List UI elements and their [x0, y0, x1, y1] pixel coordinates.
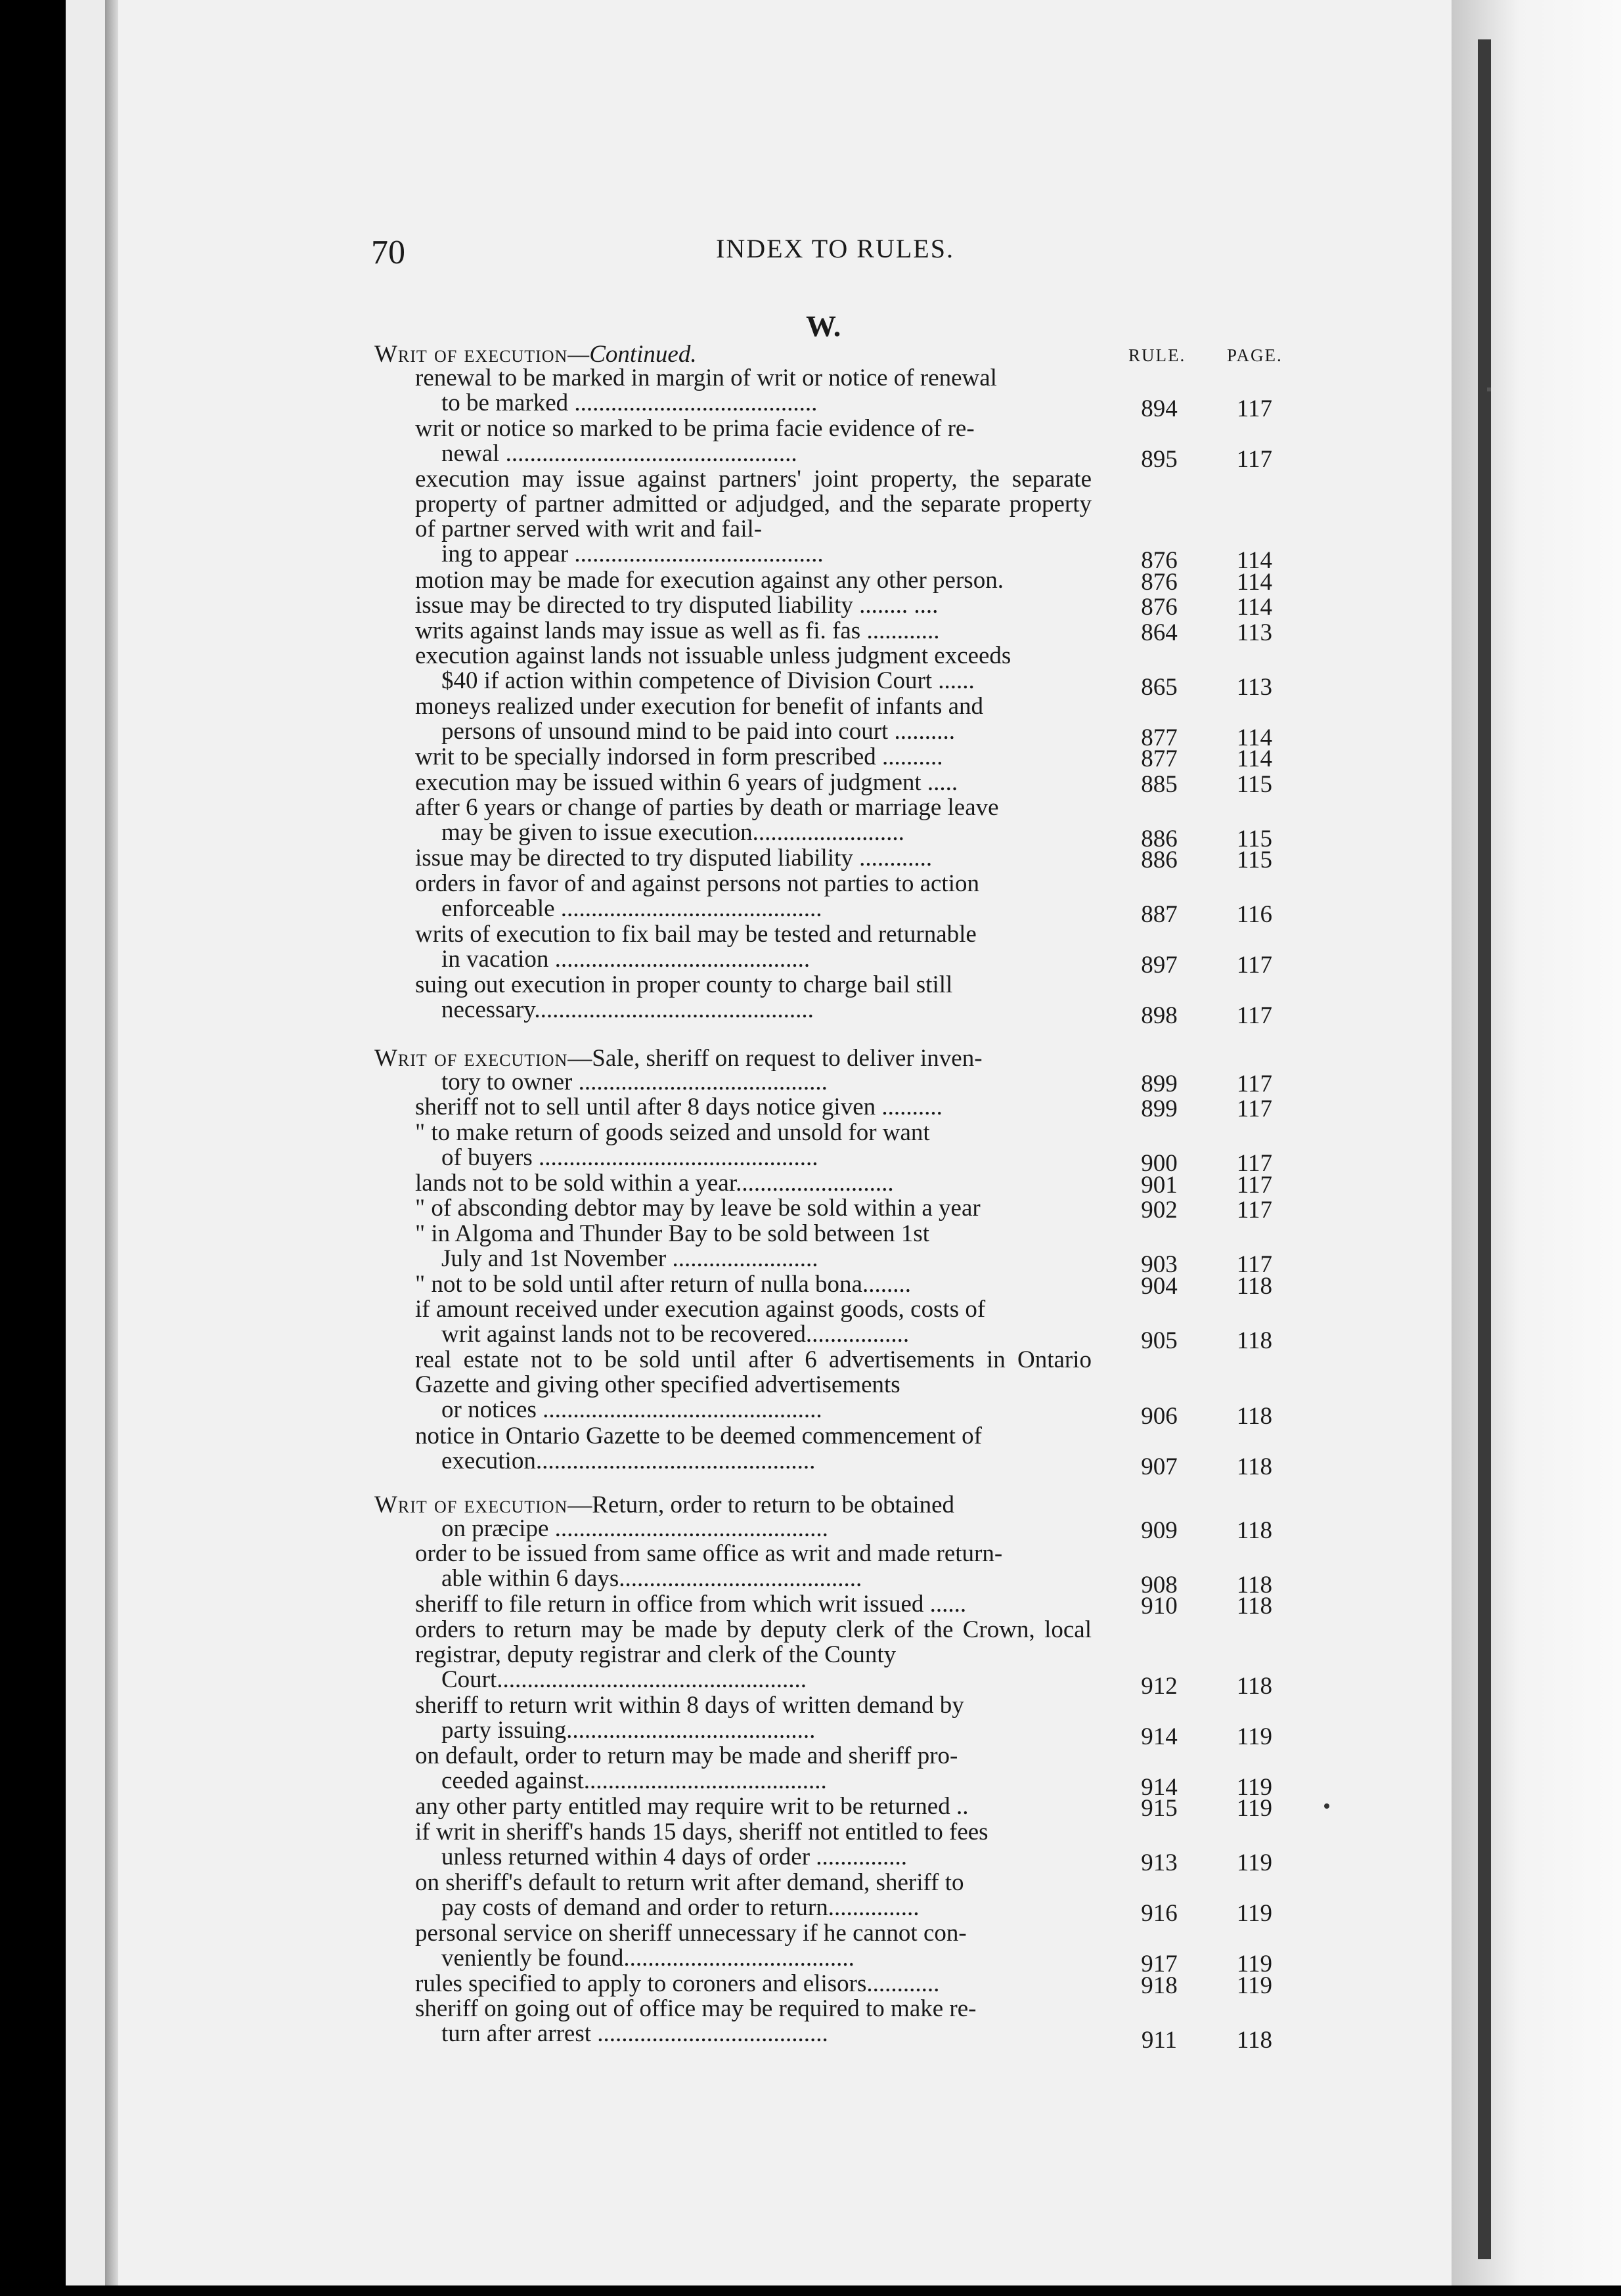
entry-text-continuation: writ against lands not to be recovered................. — [441, 1321, 910, 1348]
entry-text-main: orders in favor of and against persons not parties to action — [415, 870, 979, 897]
entry-text-main: execution may issue against partners' joint property, the separate property of partner admitted or adjudged, and the separate property of partner served with writ and fail- — [415, 465, 1092, 542]
page-number-ref: 115 — [1236, 847, 1273, 873]
page-number-ref: 114 — [1236, 724, 1273, 751]
page-number-ref: 119 — [1236, 1773, 1273, 1801]
entry-text-main: sheriff on going out of office may be required to make re- — [415, 1995, 977, 2022]
entry-text-main: rules specified to apply to coroners and elisors............ — [415, 1970, 940, 1997]
rule-number: 865 — [1141, 673, 1178, 701]
entry-text — [415, 872, 1092, 921]
rule-number: 914 — [1141, 1723, 1178, 1750]
entry-text-main: lands not to be sold within a year.......................... — [415, 1169, 894, 1197]
rule-number: 915 — [1141, 1795, 1178, 1822]
rule-number: 903 — [1141, 1251, 1178, 1278]
rule-number: 895 — [1141, 446, 1178, 473]
entry-text-continuation: Court................................................... — [441, 1666, 807, 1693]
page-number-ref: 118 — [1236, 1571, 1273, 1599]
rule-column-header: RULE. — [1128, 345, 1186, 365]
rule-number: 917 — [1141, 1951, 1178, 1977]
entry-text-main: " not to be sold until after return of nulla bona........ — [415, 1270, 911, 1298]
entry-text — [415, 770, 1092, 795]
entry-text — [415, 1870, 1092, 1920]
section-heading-main: Writ of execution — [374, 1045, 568, 1072]
rule-number: 902 — [1141, 1197, 1178, 1224]
entry-text — [415, 568, 1092, 593]
page-number-ref: 113 — [1236, 619, 1273, 646]
rule-number: 913 — [1141, 1849, 1178, 1876]
entry-text-continuation: of buyers .............................................. — [441, 1143, 818, 1171]
entry-text-main: moneys realized under execution for benefit of infants and — [415, 693, 984, 720]
page-number: 70 — [371, 234, 405, 271]
page-number-ref: 119 — [1236, 1723, 1273, 1750]
rule-number: 900 — [1141, 1150, 1178, 1177]
page-number-ref: 118 — [1236, 1672, 1273, 1700]
entry-text — [415, 1820, 1092, 1870]
rule-number: 899 — [1141, 1070, 1178, 1097]
rule-number: 909 — [1141, 1516, 1178, 1544]
page-number-ref: 117 — [1236, 1095, 1273, 1122]
rule-number: 864 — [1141, 619, 1178, 646]
entry-text-main: order to be issued from same office as writ and made return- — [415, 1540, 1003, 1567]
entry-text-main: if amount received under execution against goods, costs of — [415, 1296, 986, 1323]
entry-text-continuation: turn after arrest ...................................... — [441, 2020, 828, 2047]
rule-number: 876 — [1141, 547, 1178, 574]
entry-text — [415, 593, 1092, 618]
page-number-ref: 116 — [1236, 901, 1273, 928]
entry-text-continuation: enforceable ........................................... — [441, 894, 822, 922]
entry-text-continuation: July and 1st November ........................ — [441, 1245, 818, 1272]
rule-number: 877 — [1141, 724, 1178, 751]
entry-text-continuation: party issuing......................................... — [441, 1717, 816, 1744]
entry-text-continuation: ceeded against........................................ — [441, 1767, 827, 1794]
rule-number: 906 — [1141, 1403, 1178, 1430]
entry-text — [415, 1592, 1092, 1617]
page-number-ref: 117 — [1236, 1171, 1273, 1199]
entry-text-main: if writ in sheriff's hands 15 days, sheriff not entitled to fees — [415, 1818, 988, 1845]
page-edge-line — [1478, 39, 1491, 2259]
rule-number: 908 — [1141, 1571, 1178, 1599]
entry-text — [415, 1424, 1092, 1474]
entry-text-main: " in Algoma and Thunder Bay to be sold between 1st — [415, 1220, 930, 1247]
page-number-ref: 113 — [1236, 673, 1273, 701]
entry-text — [415, 1171, 1092, 1196]
entry-text — [415, 416, 1092, 466]
entry-text — [415, 1272, 1092, 1297]
page-number-ref: 119 — [1236, 1795, 1273, 1822]
margin-dot — [1324, 1803, 1329, 1809]
entry-text — [415, 694, 1092, 744]
rule-number: 886 — [1141, 847, 1178, 873]
entry-text-continuation: $40 if action within competence of Division Court ...... — [441, 667, 975, 694]
rule-number: 886 — [1141, 825, 1178, 852]
page-number-ref: 118 — [1236, 1516, 1273, 1544]
rule-number: 898 — [1141, 1002, 1178, 1029]
entry-text-main: real estate not to be sold until after 6 advertisements in Ontario Gazette and giving other specified advertisements — [415, 1346, 1092, 1398]
entry-text-continuation: to be marked ........................................ — [441, 389, 818, 416]
rule-number: 877 — [1141, 745, 1178, 772]
page-number-ref: 115 — [1236, 770, 1273, 798]
entry-text-main: any other party entitled may require writ to be returned .. — [415, 1793, 969, 1820]
entry-text-main: on default, order to return may be made and sheriff pro- — [415, 1742, 958, 1769]
rule-number: 912 — [1141, 1672, 1178, 1700]
page-number-ref: 114 — [1236, 594, 1273, 621]
page-number-ref: 118 — [1236, 1272, 1273, 1300]
section-heading-rest: —Continued. — [567, 341, 697, 368]
entry-text — [415, 1297, 1092, 1347]
entry-text-main: writs against lands may issue as well as fi. fas ............ — [415, 617, 940, 644]
entry-text-continuation: tory to owner ......................................... — [441, 1068, 828, 1095]
page-number-ref: 114 — [1236, 568, 1273, 596]
entry-text-main: writ to be specially indorsed in form prescribed .......... — [415, 743, 943, 770]
entry-text-continuation: newal ................................................ — [441, 439, 797, 467]
entry-text-main: after 6 years or change of parties by death or marriage leave — [415, 794, 999, 821]
entry-text — [415, 1196, 1092, 1221]
rule-number: 911 — [1141, 2026, 1178, 2054]
binding-shadow — [105, 0, 118, 2285]
entry-text-main: motion may be made for execution against any other person. — [415, 566, 1004, 594]
entry-text — [415, 1120, 1092, 1170]
entry-text — [415, 1794, 1092, 1819]
page-number-ref: 117 — [1236, 1197, 1273, 1224]
entry-text — [415, 1095, 1092, 1120]
entry-text-main: writ or notice so marked to be prima facie evidence of re- — [415, 414, 975, 442]
entry-text — [415, 1070, 1092, 1095]
page-number-ref: 117 — [1236, 952, 1273, 979]
page-number-ref: 119 — [1236, 1972, 1273, 1999]
rule-number: 907 — [1141, 1453, 1178, 1480]
page-number-ref: 117 — [1236, 395, 1273, 422]
entry-text — [415, 1693, 1092, 1743]
entry-text-main: on sheriff's default to return writ after demand, sheriff to — [415, 1868, 964, 1896]
entry-text-continuation: unless returned within 4 days of order ............... — [441, 1843, 908, 1870]
rule-number: 894 — [1141, 395, 1178, 422]
entry-text-main: sheriff to file return in office from which writ issued ...... — [415, 1591, 967, 1618]
rule-number: 901 — [1141, 1171, 1178, 1199]
entry-text-continuation: on præcipe ............................................. — [441, 1514, 828, 1542]
entry-text-main: notice in Ontario Gazette to be deemed commencement of — [415, 1422, 982, 1449]
facing-page-edge — [1452, 0, 1621, 2285]
entry-text — [415, 1222, 1092, 1271]
entry-text — [415, 973, 1092, 1023]
entry-text-main: " to make return of goods seized and unsold for want — [415, 1118, 930, 1146]
entry-text-continuation: persons of unsound mind to be paid into court .......... — [441, 718, 956, 745]
page-number-ref: 118 — [1236, 2026, 1273, 2054]
page-title: INDEX TO RULES. — [716, 234, 954, 263]
entry-text-main: issue may be directed to try disputed liability ........ .... — [415, 592, 939, 619]
page-number-ref: 114 — [1236, 547, 1273, 574]
entry-text-main: personal service on sheriff unnecessary if he cannot con- — [415, 1919, 967, 1947]
entry-text — [415, 619, 1092, 644]
page-number-ref: 119 — [1236, 1951, 1273, 1977]
rule-number: 910 — [1141, 1593, 1178, 1620]
entry-text-main: suing out execution in proper county to charge bail still — [415, 971, 953, 998]
page-number-ref: 118 — [1236, 1453, 1273, 1480]
entry-text-continuation: pay costs of demand and order to return............... — [441, 1893, 920, 1921]
page-number-ref: 118 — [1236, 1593, 1273, 1620]
rule-number: 916 — [1141, 1900, 1178, 1927]
entry-text-continuation: in vacation .......................................... — [441, 945, 811, 973]
page-number-ref: 115 — [1236, 825, 1273, 852]
entry-text — [415, 846, 1092, 871]
page-number-ref: 117 — [1236, 1070, 1273, 1097]
entry-text-continuation: may be given to issue execution......................... — [441, 819, 904, 846]
page-number-ref: 117 — [1236, 1150, 1273, 1177]
page-number-ref: 117 — [1236, 1251, 1273, 1278]
entry-text — [415, 745, 1092, 770]
entry-text-main: issue may be directed to try disputed liability ............ — [415, 845, 933, 872]
page-number-ref: 117 — [1236, 1002, 1273, 1029]
entry-text — [415, 1618, 1092, 1692]
page-column-header: PAGE. — [1227, 345, 1283, 365]
entry-text — [415, 1997, 1092, 2046]
entry-text-main: execution against lands not issuable unless judgment exceeds — [415, 642, 1011, 669]
rule-number: 897 — [1141, 952, 1178, 979]
entry-text-main: sheriff to return writ within 8 days of written demand by — [415, 1692, 964, 1719]
entry-text-continuation: necessary.............................................. — [441, 996, 814, 1023]
entry-text — [415, 1972, 1092, 1997]
entry-text — [415, 795, 1092, 845]
rule-number: 905 — [1141, 1327, 1178, 1354]
entry-text-continuation: able within 6 days........................................ — [441, 1565, 862, 1592]
section-heading-rest: —Return, order to return to be obtained — [567, 1491, 955, 1518]
section-heading-main: Writ of execution — [374, 1491, 568, 1518]
section-heading-main: Writ of execution — [374, 341, 568, 368]
rule-number: 876 — [1141, 568, 1178, 596]
entry-text-continuation: execution.............................................. — [441, 1447, 816, 1474]
entry-text — [415, 467, 1092, 567]
rule-number: 914 — [1141, 1773, 1178, 1801]
index-letter: W. — [806, 309, 841, 343]
entry-text-main: orders to return may be made by deputy clerk of the Crown, local registrar, deputy registrar and clerk of the County — [415, 1616, 1092, 1668]
rule-number: 885 — [1141, 770, 1178, 798]
entry-text — [415, 1744, 1092, 1794]
rule-number: 918 — [1141, 1972, 1178, 1999]
entry-text — [415, 922, 1092, 972]
entry-text-continuation: or notices .............................................. — [441, 1396, 822, 1423]
page-number-ref: 117 — [1236, 446, 1273, 473]
entry-text — [415, 1921, 1092, 1971]
rule-number: 887 — [1141, 901, 1178, 928]
page-number-ref: 118 — [1236, 1403, 1273, 1430]
entry-text-continuation: ing to appear ......................................... — [441, 540, 824, 567]
entry-text — [415, 1541, 1092, 1591]
entry-text-main: writs of execution to fix bail may be tested and returnable — [415, 920, 977, 948]
entry-text — [415, 1348, 1092, 1423]
speck — [1487, 387, 1491, 391]
entry-text-continuation: veniently be found...................................... — [441, 1944, 855, 1972]
entry-text-main: sheriff not to sell until after 8 days notice given .......... — [415, 1093, 943, 1120]
rule-number: 904 — [1141, 1272, 1178, 1300]
entry-text-main: " of absconding debtor may by leave be sold within a year — [415, 1195, 981, 1222]
entry-text-main: execution may be issued within 6 years of judgment ..... — [415, 768, 958, 796]
page-number-ref: 119 — [1236, 1849, 1273, 1876]
entry-text — [415, 644, 1092, 694]
rule-number: 899 — [1141, 1095, 1178, 1122]
entry-text-main: renewal to be marked in margin of writ or notice of renewal — [415, 364, 997, 391]
entry-text — [415, 366, 1092, 416]
page-number-ref: 118 — [1236, 1327, 1273, 1354]
entry-text — [415, 1516, 1092, 1541]
rule-number: 876 — [1141, 594, 1178, 621]
page-number-ref: 119 — [1236, 1900, 1273, 1927]
page-number-ref: 114 — [1236, 745, 1273, 772]
section-heading-rest: —Sale, sheriff on request to deliver inven- — [567, 1045, 983, 1072]
